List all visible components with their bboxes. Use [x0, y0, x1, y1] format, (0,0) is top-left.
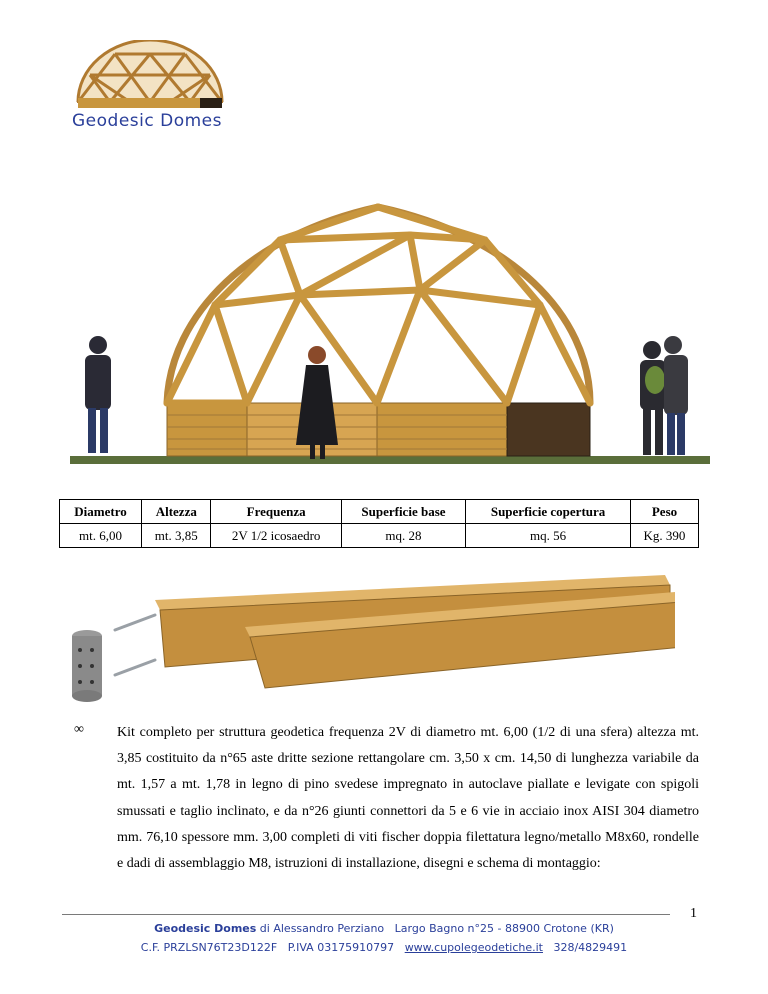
header-diametro: Diametro	[60, 500, 142, 524]
page-number: 1	[690, 906, 697, 921]
steel-connector-hub	[72, 630, 102, 702]
kit-description: Kit completo per struttura geodetica frequenza 2V di diametro mt. 6,00 (1/2 di una sfera) altezza mt. 3,85 costituito da n°65 aste dritte sezione rettangolare cm. 3,50 x cm. 14,50 di lunghezza variabile da mt. 1,57 a mt. 1,78 in legno di pino svedese impregnato in autoclave piallate e levigate con spigoli smussati e taglio inclinato, e da n°26 giunti connettori da 5 e 6 vie in acciaio inox AISI 304 diametro mm. 76,10 spessore mm. 3,00 completi di viti fischer doppia filettatura legno/metallo M8x60, rondelle e dadi di assemblaggio M8, istruzioni di installazione, disegni e schema di montaggio:	[117, 725, 699, 872]
dome-illustration	[70, 195, 710, 470]
value-peso: Kg. 390	[631, 524, 699, 548]
person-center	[296, 346, 338, 459]
value-altezza: mt. 3,85	[142, 524, 211, 548]
footer-line-2	[0, 941, 768, 954]
dome-struts	[167, 207, 590, 403]
logo-text: Geodesic Domes	[72, 111, 222, 131]
value-superficie-copertura: mq. 56	[466, 524, 631, 548]
footer-address: Largo Bagno n°25 - 88900 Crotone (KR)	[394, 922, 614, 935]
header-frequenza: Frequenza	[211, 500, 341, 524]
footer-piva: P.IVA 03175910797	[287, 941, 395, 954]
footer-company: Geodesic Domes	[154, 922, 257, 935]
bullet-symbol: ∞	[74, 722, 84, 737]
person-left	[85, 336, 111, 453]
table-header-row	[60, 500, 699, 524]
header-superficie-copertura: Superficie copertura	[466, 500, 631, 524]
person-right-pair	[640, 336, 688, 455]
header-superficie-base: Superficie base	[341, 500, 465, 524]
header-peso: Peso	[631, 500, 699, 524]
value-superficie-base: mq. 28	[341, 524, 465, 548]
footer-phone: 328/4829491	[553, 941, 628, 954]
footer-owner: di Alessandro Perziano	[256, 922, 385, 935]
dome-base-walls	[167, 403, 590, 456]
value-diametro: mt. 6,00	[60, 524, 142, 548]
fischer-screws	[115, 615, 155, 675]
table-row	[60, 524, 699, 548]
footer-website-link[interactable]: www.cupolegeodetiche.it	[404, 941, 543, 954]
kit-parts-illustration	[55, 570, 675, 705]
footer-cf: C.F. PRZLSN76T23D122F	[140, 941, 278, 954]
footer-divider	[62, 914, 670, 915]
specifications-table	[59, 499, 699, 548]
logo-dome-icon	[70, 40, 230, 112]
footer-line-1	[0, 922, 768, 935]
header-altezza: Altezza	[142, 500, 211, 524]
value-frequenza: 2V 1/2 icosaedro	[211, 524, 341, 548]
